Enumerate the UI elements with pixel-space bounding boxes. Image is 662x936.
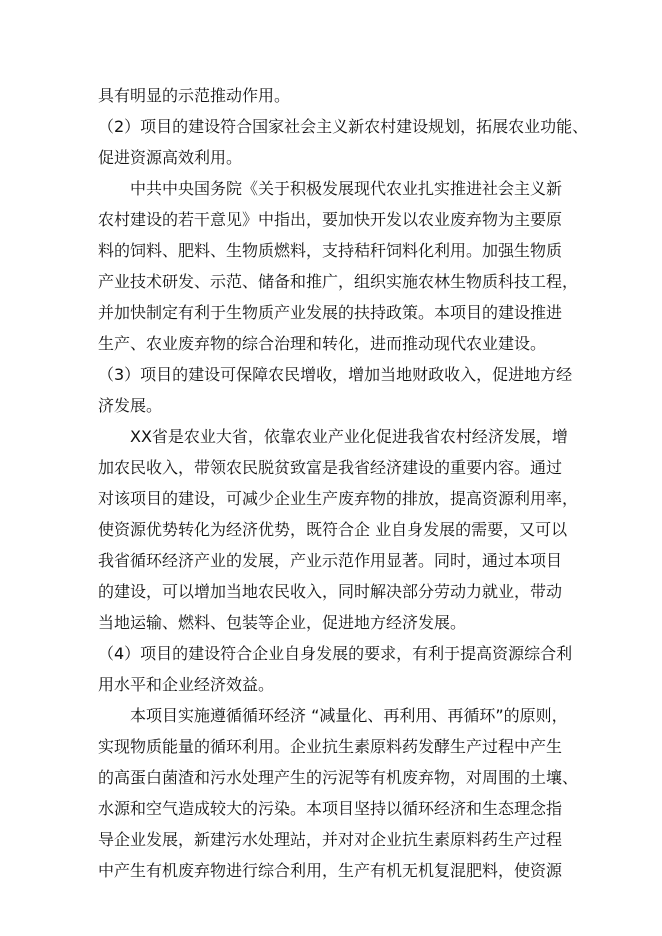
text-line: 并加快制定有利于生物质产业发展的扶持政策。本项目的建设推进 bbox=[98, 303, 563, 322]
text-line: 对该项目的建设，可减少企业生产废弃物的排放，提高资源利用率， bbox=[98, 489, 579, 508]
text-line: 生产、农业废弃物的综合治理和转化，进而推动现代农业建设。 bbox=[98, 334, 547, 353]
text-line: 促进资源高效利用。 bbox=[98, 148, 243, 167]
text-line: 使资源优势转化为经济优势，既符合企 业自身发展的需要，又可以 bbox=[98, 520, 568, 539]
text-line: 的高蛋白菌渣和污水处理产生的污泥等有机废弃物，对周围的土壤、 bbox=[98, 768, 579, 787]
text-line: 我省循环经济产业的发展，产业示范作用显著。同时，通过本项目 bbox=[98, 551, 563, 570]
paragraph-first-line: 中共中央国务院《关于积极发展现代农业扎实推进社会主义新 bbox=[130, 179, 563, 198]
text-line: 料的饲料、肥料、生物质燃料，支持秸秆饲料化利用。加强生物质 bbox=[98, 241, 563, 260]
text-line: 的建设，可以增加当地农民收入，同时解决部分劳动力就业，带动 bbox=[98, 582, 563, 601]
text-line: 济发展。 bbox=[98, 396, 163, 415]
text-line: 当地运输、燃料、包装等企业，促进地方经济发展。 bbox=[98, 613, 467, 632]
section-heading-3: （3）项目的建设可保障农民增收，增加当地财政收入，促进地方经 bbox=[98, 365, 573, 384]
text-line: 中产生有机废弃物进行综合利用，生产有机无机复混肥料，使资源 bbox=[98, 861, 563, 880]
text-line: 农村建设的若干意见》中指出，要加快开发以农业废弃物为主要原 bbox=[98, 210, 563, 229]
paragraph-first-line: 本项目实施遵循循环经济 “减量化、再利用、再循环”的原则， bbox=[130, 706, 568, 725]
paragraph-first-line: XX省是农业大省，依靠农业产业化促进我省农村经济发展，增 bbox=[130, 427, 568, 446]
section-heading-4: （4）项目的建设符合企业自身发展的要求，有利于提高资源综合利 bbox=[98, 644, 573, 663]
text-line: 实现物质能量的循环利用。企业抗生素原料药发酵生产过程中产生 bbox=[98, 737, 563, 756]
section-heading-2: （2）项目的建设符合国家社会主义新农村建设规划，拓展农业功能、 bbox=[98, 117, 589, 136]
text-line: 加农民收入，带领农民脱贫致富是我省经济建设的重要内容。通过 bbox=[98, 458, 563, 477]
text-line: 水源和空气造成较大的污染。本项目坚持以循环经济和生态理念指 bbox=[98, 799, 563, 818]
text-line: 产业技术研发、示范、储备和推广，组织实施农林生物质科技工程， bbox=[98, 272, 579, 291]
text-line: 具有明显的示范推动作用。 bbox=[98, 86, 291, 105]
text-line: 导企业发展，新建污水处理站，并对对企业抗生素原料药生产过程 bbox=[98, 830, 563, 849]
text-line: 用水平和企业经济效益。 bbox=[98, 675, 275, 694]
